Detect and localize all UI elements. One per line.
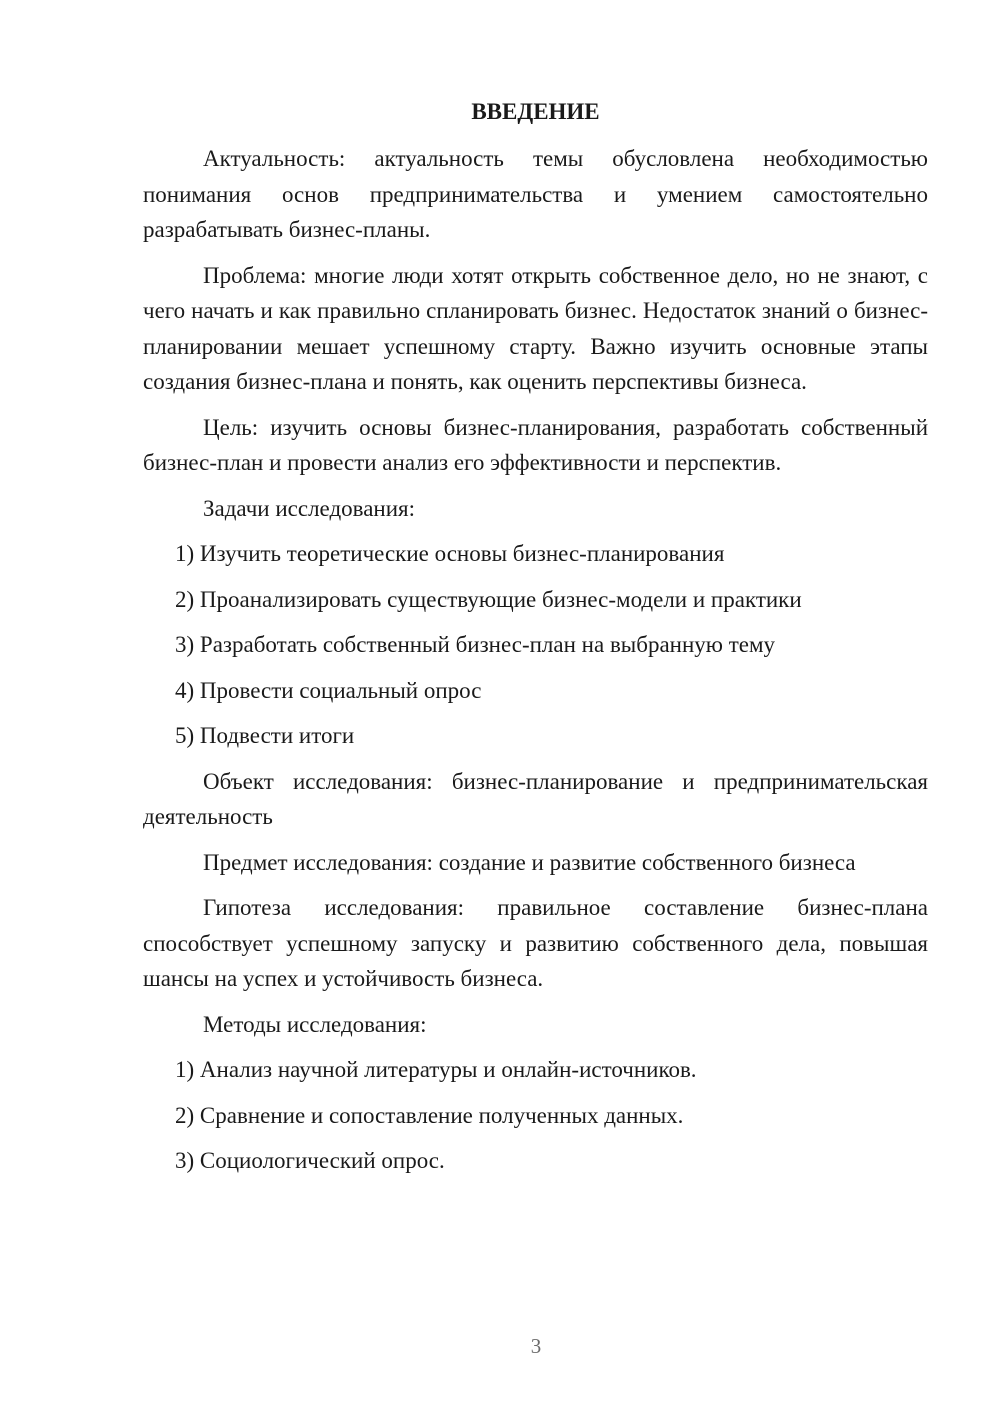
list-item: 3) Разработать собственный бизнес-план на выбранную тему: [175, 632, 776, 657]
subject-paragraph: Предмет исследования: создание и развитие собственного бизнеса: [203, 849, 856, 875]
methods-list: [143, 1052, 928, 1179]
list-item: 1) Анализ научной литературы и онлайн-источников.: [175, 1057, 697, 1082]
list-item: 2) Проанализировать существующие бизнес-модели и практики: [175, 586, 802, 612]
goal-paragraph: Цель: изучить основы бизнес-планирования, разработать собственный бизнес-план и провести анализ его эффективности и перспектив.: [143, 414, 928, 475]
problem-paragraph: Проблема: многие люди хотят открыть собственное дело, но не знают, с чего начать и как правильно спланировать бизнес. Недостаток знаний о бизнес-планировании мешает успешному старту. Важно изучить основные этапы создания бизнес-плана и понять, как оценить перспективы бизнеса.: [143, 262, 928, 394]
tasks-list: [143, 536, 928, 754]
methods-title: Методы исследования:: [203, 1011, 427, 1037]
tasks-title: Задачи исследования:: [203, 495, 416, 521]
page-number: 3: [530, 1334, 542, 1358]
hypothesis-paragraph: Гипотеза исследования: правильное составление бизнес-плана способствует успешному запуску и развитию собственного дела, повышая шансы на успех и устойчивость бизнеса.: [143, 895, 928, 991]
document-body: [143, 94, 928, 1189]
list-item: 1) Изучить теоретические основы бизнес-планирования: [175, 541, 725, 566]
list-item: 2) Сравнение и сопоставление полученных данных.: [175, 1102, 684, 1128]
list-item: 5) Подвести итоги: [175, 723, 355, 748]
list-item: 4) Провести социальный опрос: [175, 677, 482, 703]
relevance-paragraph: Актуальность: актуальность темы обусловлена необходимостью понимания основ предпринимательства и умением самостоятельно разрабатывать бизнес-планы.: [143, 146, 928, 242]
list-item: 3) Социологический опрос.: [175, 1148, 445, 1173]
section-heading: ВВЕДЕНИЕ: [471, 99, 600, 124]
object-paragraph: Объект исследования: бизнес-планирование и предпринимательская деятельность: [143, 768, 928, 829]
